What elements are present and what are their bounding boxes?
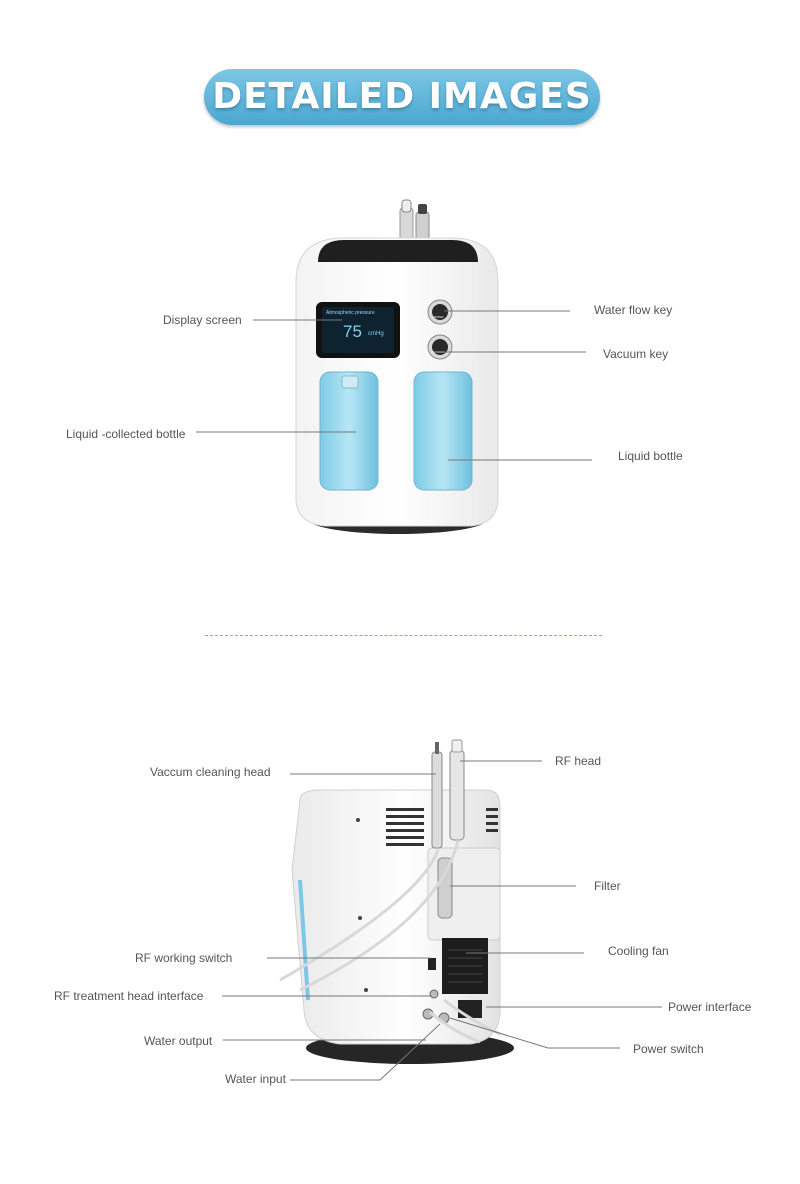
label-power-interface: Power interface	[668, 1000, 752, 1014]
label-rf-working-switch: RF working switch	[135, 951, 233, 965]
label-power-switch: Power switch	[633, 1042, 704, 1056]
screen-value: 75	[343, 322, 362, 341]
rf-treatment-port	[430, 990, 438, 998]
rf-working-switch	[428, 958, 436, 970]
label-rf-head: RF head	[555, 754, 602, 768]
label-water-input: Water input	[225, 1072, 286, 1086]
label-display-screen: Display screen	[163, 313, 242, 327]
label-cooling-fan: Cooling fan	[608, 944, 669, 958]
water-knob-label: WATER	[433, 315, 444, 319]
label-rf-treatment-head-interface: RF treatment head interface	[54, 989, 204, 1003]
label-water-output: Water output	[144, 1034, 213, 1048]
label-vaccum-cleaning-head: Vaccum cleaning head	[150, 765, 271, 779]
vacuum-head	[432, 752, 442, 848]
screen-caption: Atmospheric pressure	[326, 310, 375, 316]
label-liquid-bottle: Liquid bottle	[618, 449, 683, 463]
label-liquid-collected-bottle: Liquid -collected bottle	[66, 427, 186, 441]
label-filter: Filter	[594, 879, 621, 893]
vacuum-knob-label: VACUUM	[431, 350, 444, 354]
rf-head	[450, 750, 464, 840]
section-title: DETAILED IMAGES	[212, 76, 592, 117]
power-interface	[458, 1000, 482, 1018]
label-water-flow-key: Water flow key	[594, 303, 673, 317]
screen-unit: cmHg	[368, 331, 384, 337]
label-vacuum-key: Vacuum key	[603, 347, 669, 361]
